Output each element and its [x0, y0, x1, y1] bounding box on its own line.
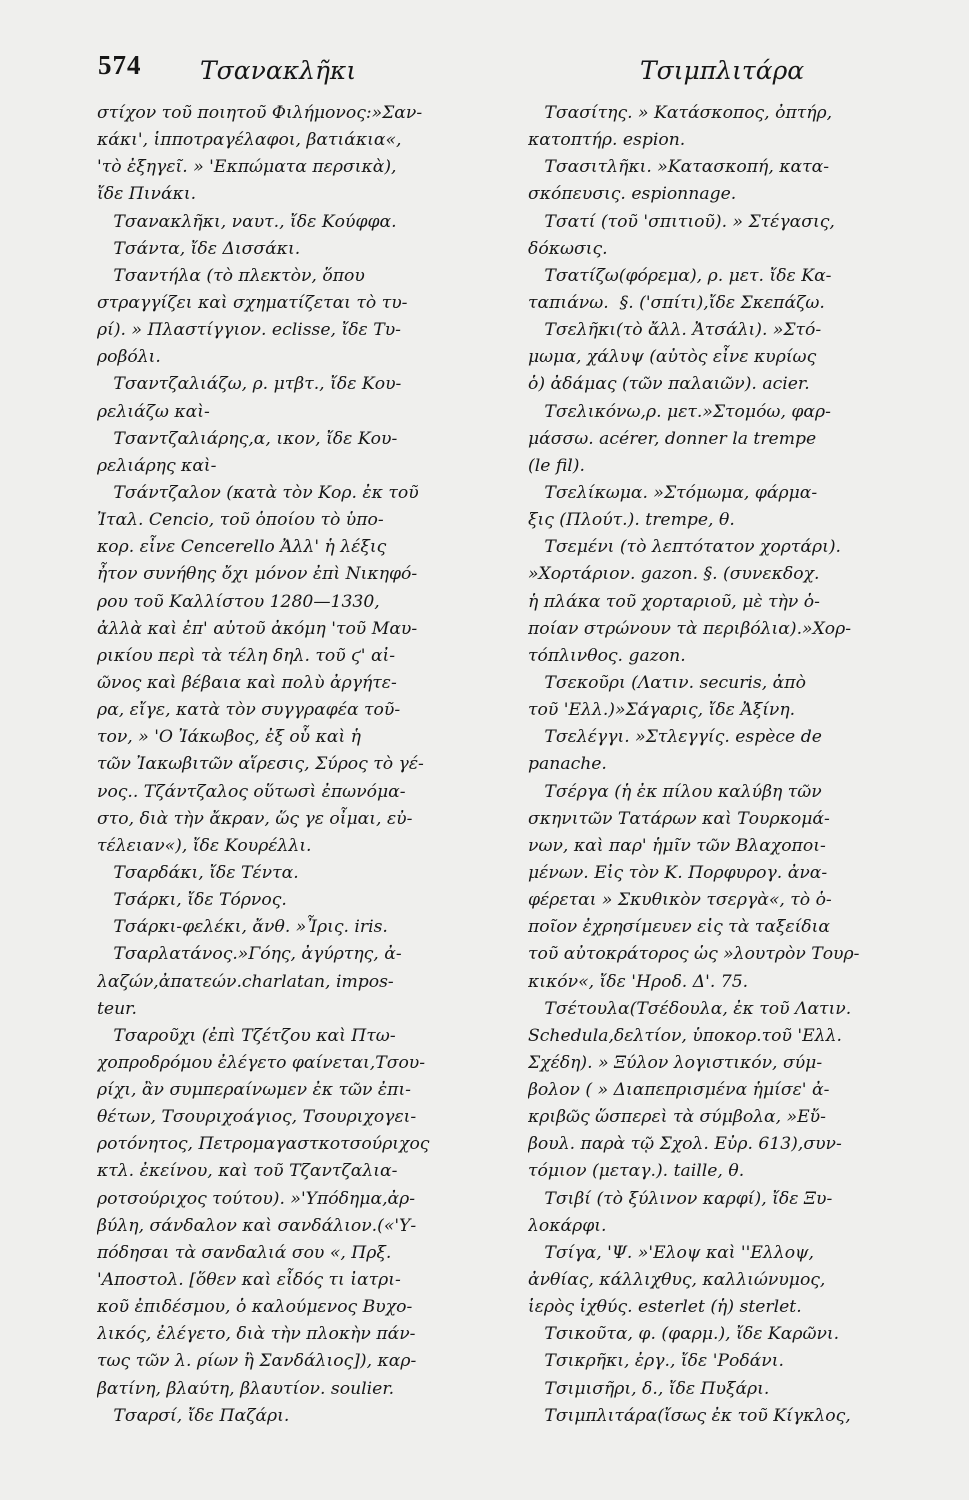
text-line: βατίνη, βλαύτη, βλαυτίον. soulier.: [97, 1378, 395, 1399]
text-line: Τσελῆκι(τὸ ἄλλ. Ἀτσάλι). »Στό-: [528, 320, 822, 341]
text-line: ρί). » Πλαστίγγιον. eclisse, ἴδε Τυ-: [97, 320, 401, 341]
text-line: ἀνθίας, κάλλιχθυς, καλλιώνυμος,: [528, 1270, 826, 1291]
text-line: Τσελίκωμα. »Στόμωμα, φάρμα-: [528, 482, 818, 503]
text-line: μωμα, χάλυψ (αὐτὸς εἶνε κυρίως: [528, 347, 817, 368]
text-line: ροτσούριχος τούτου). »'Υπόδημα,ἀρ-: [97, 1188, 416, 1209]
text-line: τόπλινθος. gazon.: [528, 645, 686, 666]
text-line: λοκάρφι.: [528, 1215, 607, 1236]
text-line: Τσιμπλιτάρα(ἴσως ἐκ τοῦ Κίγκλος,: [528, 1405, 851, 1426]
text-line: Τσάντα, ἴδε Δισσάκι.: [97, 238, 301, 259]
text-line: λικός, ἐλέγετο, διὰ τὴν πλοκὴν πάν-: [97, 1324, 416, 1345]
text-line: Τσικρῆκι, ἐργ., ἴδε 'Ροδάνι.: [528, 1351, 784, 1372]
text-line: κορ. εἶνε Cencerello Ἀλλ' ἡ λέξις: [97, 537, 387, 558]
text-line: Τσικοῦτα, φ. (φαρμ.), ἴδε Καρῶνι.: [528, 1324, 840, 1345]
text-line: στο, διὰ τὴν ἄκραν, ὥς γε οἶμαι, εὐ-: [97, 808, 413, 829]
text-line: Τσαροῦχι (ἐπὶ Τζέτζου καὶ Πτω-: [97, 1025, 396, 1046]
text-line: ῶνος καὶ βέβαια καὶ πολὺ ἀργήτε-: [97, 672, 397, 693]
text-line: ρελιάρης καὶ-: [97, 455, 217, 476]
text-line: Τσελικόνω,ρ. μετ.»Στομόω, φαρ-: [528, 401, 831, 422]
text-line: Τσαντήλα (τὸ πλεκτὸν, ὅπου: [97, 265, 365, 286]
text-line: νων, καὶ παρ' ἡμῖν τῶν Βλαχοποι-: [528, 835, 826, 856]
text-line: Τσεκοῦρι (Λατιν. securis, ἀπὸ: [528, 672, 806, 693]
text-line: δόκωσις.: [528, 238, 608, 259]
text-line: κάκι', ἱπποτραγέλαφοι, βατιάκια«,: [97, 130, 402, 151]
text-line: ἡ πλάκα τοῦ χορταριοῦ, μὲ τὴν ὁ-: [528, 591, 820, 612]
text-line: Τσασιτλῆκι. »Κατασκοπή, κατα-: [528, 157, 830, 178]
text-line: teur.: [97, 998, 137, 1019]
text-line: βύλη, σάνδαλον καὶ σανδάλιον.(«'Υ-: [97, 1215, 417, 1236]
text-line: Τσατίζω(φόρεμα), ρ. μετ. ἴδε Κα-: [528, 265, 832, 286]
text-line: Τσαρδάκι, ἴδε Τέντα.: [97, 862, 299, 883]
text-line: Τσάντζαλον (κατὰ τὸν Κορ. ἐκ τοῦ: [97, 482, 419, 503]
text-line: ἴδε Πινάκι.: [97, 184, 197, 205]
text-line: ποῖον ἐχρησίμευεν εἰς τὰ ταξείδια: [528, 917, 830, 938]
text-line: σκηνιτῶν Τατάρων καὶ Τουρκομά-: [528, 808, 830, 829]
text-line: τόμιον (μεταγ.). taille, θ.: [528, 1161, 745, 1182]
text-line: νος.. Τζάντζαλος οὕτωσὶ ἐπωνόμα-: [97, 781, 406, 802]
text-line: τοῦ 'Ελλ.)»Σάγαρις, ἴδε Ἀξίνη.: [528, 700, 796, 721]
text-line: μάσσω. acérer, donner la trempe: [528, 428, 817, 449]
text-line: θέτων, Τσουριχοάγιος, Τσουριχογει-: [97, 1107, 417, 1128]
text-line: 'τὸ ἐξηγεῖ. » 'Εκπώματα περσικὰ),: [97, 157, 397, 178]
text-line: ροβόλι.: [97, 347, 161, 368]
text-line: κοῦ ἐπιδέσμου, ὁ καλούμενος Βυχο-: [97, 1297, 413, 1318]
text-line: Τσαντζαλιάζω, ρ. μτβτ., ἴδε Κου-: [97, 374, 402, 395]
text-line: panache.: [528, 754, 607, 775]
page-number: 574: [98, 50, 142, 80]
text-line: Τσαντζαλιάρης,α, ικον, ἴδε Κου-: [97, 428, 398, 449]
text-line: Schedula,δελτίον, ὑποκορ.τοῦ 'Ελλ.: [528, 1025, 842, 1046]
text-line: κριβῶς ὥσπερεὶ τὰ σύμβολα, »Εὔ-: [528, 1107, 826, 1128]
text-line: Ἰταλ. Cencio, τοῦ ὁποίου τὸ ὑπο-: [97, 510, 384, 531]
text-line: τοῦ αὐτοκράτορος ὡς »λουτρὸν Τουρ-: [528, 944, 860, 965]
text-line: Τσέργα (ἡ ἐκ πίλου καλύβη τῶν: [528, 781, 822, 802]
text-line: τῶν Ἰακωβιτῶν αἵρεσις, Σύρος τὸ γέ-: [97, 754, 424, 775]
text-line: ποίαν στρώνουν τὰ περιβόλια).»Χορ-: [528, 618, 852, 639]
text-line: ξις (Πλούτ.). trempe, θ.: [528, 510, 735, 531]
running-head-left: Τσανακλῆκι: [200, 56, 357, 85]
text-line: ρελιάζω καὶ-: [97, 401, 210, 422]
text-line: ρα, εἴγε, κατὰ τὸν συγγραφέα τοῦ-: [97, 700, 401, 721]
left-column: [97, 100, 482, 1430]
text-line: Τσιβί (τὸ ξύλινον καρφί), ἴδε Ξυ-: [528, 1188, 833, 1209]
text-line: ροτόνητος, Πετρομαγαστκοτσούριχος: [97, 1134, 430, 1155]
text-line: κατοπτήρ. espion.: [528, 130, 686, 151]
text-line: (le fil).: [528, 455, 585, 476]
text-line: σκόπευσις. espionnage.: [528, 184, 737, 205]
text-line: ὁ) ἀδάμας (τῶν παλαιῶν). acier.: [528, 374, 810, 395]
text-line: τως τῶν λ. ρίων ἢ Σανδάλιος]), καρ-: [97, 1351, 417, 1372]
text-line: κικόν«, ἴδε 'Ηροδ. Δ'. 75.: [528, 971, 749, 992]
text-line: Τσεμένι (τὸ λεπτότατον χορτάρι).: [528, 537, 842, 558]
text-line: Τσίγα, 'Ψ. »'Ελοψ καὶ ''Ελλοψ,: [528, 1242, 814, 1263]
text-line: βολον ( » Διαπεπρισμένα ἡμίσε' ἀ-: [528, 1080, 830, 1101]
text-line: μένων. Εἰς τὸν Κ. Πορφυρογ. ἀνα-: [528, 862, 828, 883]
text-line: ρου τοῦ Καλλίστου 1280—1330,: [97, 591, 380, 612]
text-line: χοπροδρόμου ἐλέγετο φαίνεται,Τσου-: [97, 1052, 426, 1073]
text-line: τέλειαν«), ἴδε Κουρέλλι.: [97, 835, 312, 856]
text-line: Τσανακλῆκι, ναυτ., ἴδε Κούφφα.: [97, 211, 397, 232]
text-line: Σχέδη). » Ξύλον λογιστικόν, σύμ-: [528, 1052, 823, 1073]
text-line: ἱερὸς ἰχθύς. esterlet (ἡ) sterlet.: [528, 1297, 802, 1318]
text-line: ρικίου περὶ τὰ τέλη δηλ. τοῦ ϛ' αἰ-: [97, 645, 396, 666]
right-column: [528, 100, 918, 1430]
text-line: ἦτον συνήθης ὄχι μόνον ἐπὶ Νικηφό-: [97, 564, 418, 585]
text-line: Τσέτουλα(Τσέδουλα, ἐκ τοῦ Λατιν.: [528, 998, 852, 1019]
text-line: βουλ. παρὰ τῷ Σχολ. Εὐρ. 613),συν-: [528, 1134, 842, 1155]
text-line: Τσαρλατάνος.»Γόης, ἀγύρτης, ἀ-: [97, 944, 402, 965]
text-line: »Χορτάριον. gazon. §. (συνεκδοχ.: [528, 564, 820, 585]
running-head-right: Τσιμπλιτάρα: [640, 56, 805, 85]
text-line: πόδησαι τὰ σανδαλιά σου «, Πρξ.: [97, 1242, 392, 1263]
text-line: στίχον τοῦ ποιητοῦ Φιλήμονος:»Σαν-: [97, 103, 423, 123]
text-line: λαζών,ἀπατεών.charlatan, impos-: [97, 971, 394, 992]
text-line: 'Αποστολ. [ὅθεν καὶ εἶδός τι ἰατρι-: [97, 1270, 401, 1291]
text-line: τον, » 'Ο Ἰάκωβος, ἐξ οὗ καὶ ἡ: [97, 727, 361, 748]
text-line: Τσελέγγι. »Στλεγγίς. espèce de: [528, 727, 822, 748]
text-line: Τσασίτης. » Κατάσκοπος, ὀπτήρ,: [528, 103, 833, 123]
text-line: φέρεται » Σκυθικὸν τσεργὰ«, τὸ ὁ-: [528, 890, 832, 911]
text-line: ρίχι, ἂν συμπεραίνωμεν ἐκ τῶν ἐπι-: [97, 1080, 411, 1101]
text-line: στραγγίζει καὶ σχηματίζεται τὸ τυ-: [97, 292, 408, 313]
text-line: κτλ. ἐκείνου, καὶ τοῦ Τζαντζαλια-: [97, 1161, 398, 1182]
text-line: Τσαρσί, ἴδε Παζάρι.: [97, 1405, 290, 1426]
text-line: Τσάρκι-φελέκι, ἄνθ. »Ἶρις. iris.: [97, 917, 388, 938]
text-line: Τσάρκι, ἴδε Τόρνος.: [97, 890, 287, 911]
text-line: ἀλλὰ καὶ ἐπ' αὐτοῦ ἀκόμη 'τοῦ Μαυ-: [97, 618, 418, 639]
text-line: ταπιάνω. §. ('σπίτι),ἴδε Σκεπάζω.: [528, 292, 825, 313]
text-line: Τσατί (τοῦ 'σπιτιοῦ). » Στέγασις,: [528, 211, 835, 232]
text-line: Τσιμισῆρι, δ., ἴδε Πυξάρι.: [528, 1378, 770, 1399]
